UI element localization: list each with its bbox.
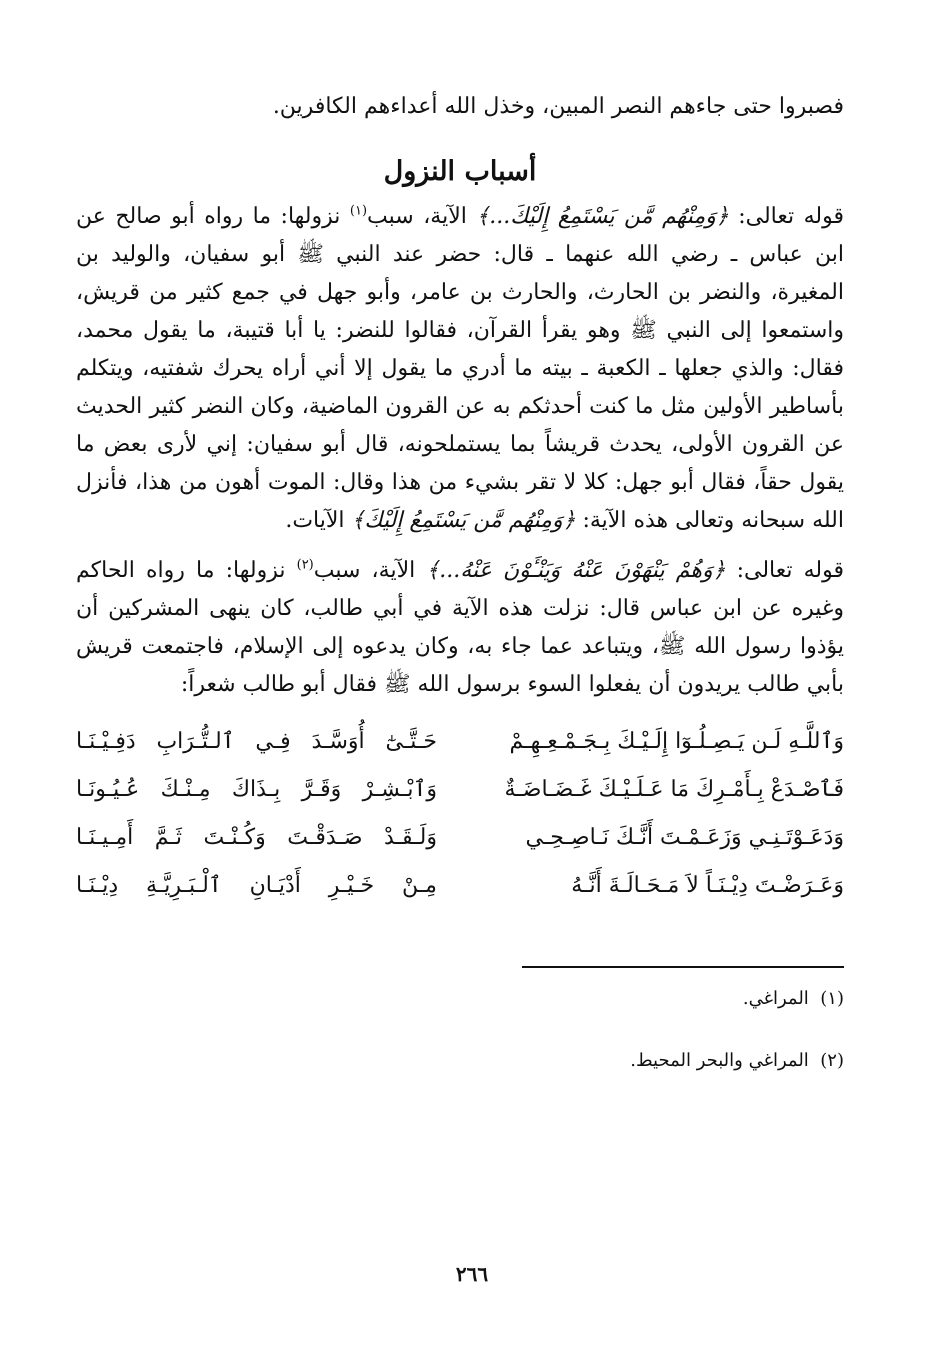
- poem-hemistich-left: مِـنْ خَـيْـرِ أَدْيَـانِ ٱلْـبَـرِيَّـةِ دِيْـنَـا: [76, 873, 437, 898]
- footnote-text: المراغي والبحر المحيط.: [630, 1050, 809, 1071]
- p1-lead: قوله تعالى:: [728, 204, 844, 229]
- footnote-2: [76, 1046, 844, 1076]
- paragraph-1: [76, 198, 844, 540]
- poem-verse: [76, 766, 844, 814]
- poem-hemistich-right: وَٱللَّـهِ لَـن يَـصِـلُـوٓا إِلَـيْـكَ بِـجَـمْـعِـهِـمْ: [509, 729, 844, 754]
- section-title: أسباب النزول: [383, 156, 537, 187]
- poem-verse: [76, 862, 844, 910]
- footnote-ref-2[interactable]: (٢): [296, 557, 314, 573]
- p1-tail: الآيات.: [285, 508, 352, 533]
- footnote-ref-1[interactable]: (١): [349, 203, 368, 219]
- intro-line: فصبروا حتى جاءهم النصر المبين، وخذل الله أعداءهم الكافرين.: [272, 94, 844, 119]
- poem-hemistich-left: وَلَـقَـدْ صَـدَقْـتَ وَكُـنْـتَ ثَـمَّ أَمِـيـنَـا: [76, 825, 437, 850]
- p1-mid: الآية، سبب: [367, 204, 477, 229]
- p1-body: نزولها: ما رواه أبو صالح عن ابن عباس ـ رضي الله عنهما ـ قال: حضر عند النبي ﷺ أبو سفيان، والوليد بن المغيرة، والنضر بن الحارث، والحارث بن عامر، وأبو جهل في جمع كثير من قريش، واستمعوا إلى النبي ﷺ وهو يقرأ القرآن، فقالوا للنضر: يا أبا قتيبة، ما يقول محمد، فقال: والذي جعلها ـ الكعبة ـ بيته ما أدري ما يقول إلا أني أراه يحرك شفتيه، ويتكلم بأساطير الأولين مثل ما كنت أحدثكم به عن القرون الماضية، وكان النضر كثير الحديث عن القرون الأولى، يحدث قريشاً بما يستملحونه، قال أبو سفيان: إني لأرى بعض ما يقول حقاً، فقال أبو جهل: كلا لا تقر بشيء من هذا وقال: الموت أهون من هذا، فأنزل الله سبحانه وتعالى هذه الآية:: [76, 204, 844, 533]
- paragraph-2: [76, 552, 844, 704]
- poem-hemistich-left: حَـتَّـىٰٓ أُوَسَّـدَ فِـي ٱلـتُّـرَابِ دَفِـيْـنَـا: [76, 729, 437, 754]
- page-number: ٢٦٦: [455, 1262, 489, 1286]
- p2-mid: الآية، سبب: [313, 558, 427, 583]
- poem-hemistich-left: وَٱبْـشِـرْ وَقَـرَّ بِـذَاكَ مِـنْـكَ عُـيُـونَـا: [76, 777, 437, 802]
- footnote-number: (٢): [820, 1050, 844, 1071]
- poem-verse: [76, 718, 844, 766]
- footnote-number: (١): [820, 988, 844, 1009]
- p2-quran-verse: ﴿وَهُمْ يَنْهَوْنَ عَنْهُ وَيَنْـَٔوْنَ عَنْهُ...﴾: [426, 558, 726, 583]
- footnote-1: [76, 984, 844, 1014]
- poem-hemistich-right: فَٱصْـدَعْ بِـأَمْـرِكَ مَا عَـلَـيْـكَ غَـضَـاضَـةٌ: [504, 777, 844, 802]
- footnote-text: المراغي.: [742, 988, 809, 1009]
- poem-hemistich-right: وَعَـرَضْـتَ دِيْـنَـاً لاَ مَـحَـالَـةَ أَنَّـهُ: [571, 873, 844, 898]
- p2-lead: قوله تعالى:: [725, 558, 845, 583]
- footnote-separator: [522, 966, 844, 968]
- poem: [76, 718, 844, 910]
- poem-hemistich-right: وَدَعَـوْتَـنِـي وَزَعَـمْـتَ أَنَّـكَ نَـاصِـحِـي: [525, 825, 844, 850]
- p1-quran-verse-2: ﴿وَمِنْهُم مَّن يَسْتَمِعُ إِلَيْكَ﴾: [351, 508, 576, 533]
- p2-body: نزولها: ما رواه الحاكم وغيره عن ابن عباس قال: نزلت هذه الآية في أبي طالب، كان ينهى المشركين أن يؤذوا رسول الله ﷺ، ويتباعد عما جاء به، وكان يدعوه إلى الإسلام، فاجتمعت قريش بأبي طالب يريدون أن يفعلوا السوء برسول الله ﷺ فقال أبو طالب شعراً:: [76, 558, 844, 697]
- poem-verse: [76, 814, 844, 862]
- p1-quran-verse: ﴿وَمِنْهُم مَّن يَسْتَمِعُ إِلَيْكَ...﴾: [476, 204, 729, 229]
